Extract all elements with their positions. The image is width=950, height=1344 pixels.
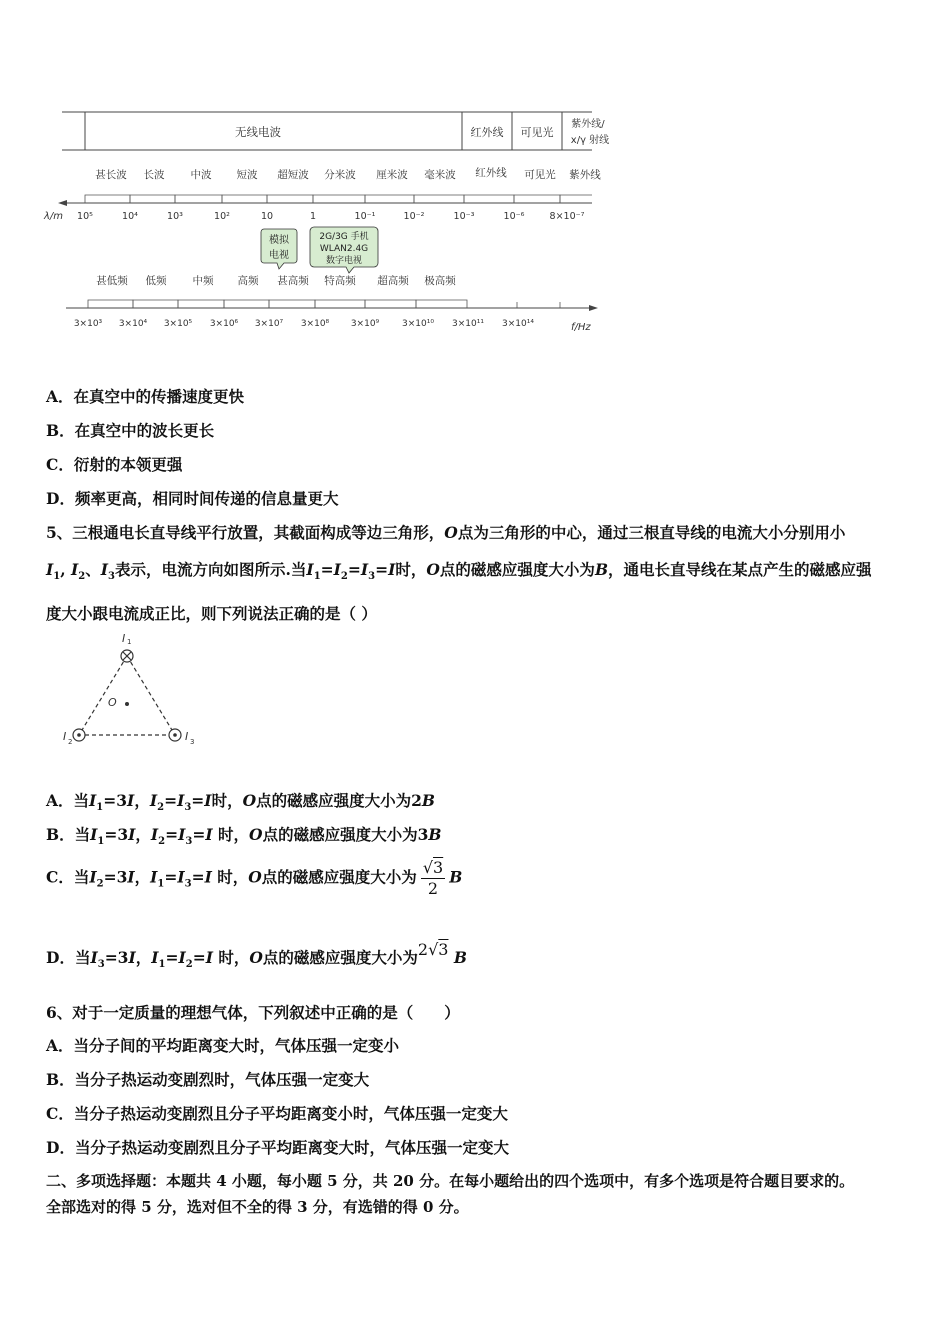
center-o-label: O: [108, 696, 117, 709]
freq-tick: 3×10⁹: [350, 319, 380, 329]
freq-tick: 3×10⁵: [163, 319, 193, 329]
q4-option-a: A．在真空中的传播速度更快: [46, 387, 245, 406]
svg-text:3: 3: [190, 738, 195, 746]
callout-tv-line: 模拟: [269, 235, 289, 246]
freq-band: 特高频: [324, 275, 356, 287]
q5-triangle-figure: [58, 628, 208, 753]
q5-stem: 5、三根通电长直导线平行放置，其截面构成等边三角形，O点为三角形的中心，通过三根直导线的电流大小分别用小 $I_1$, $I_2$、$I_3$表示，电流方向如图所示.当$I_1=I_2=I_3=I$时，O点的磁感应强度大小为B，通电长直导线在某点产生的磁感应强 度大小跟电流成正比，则下列说法正确的是（ ）: [46, 523, 872, 624]
wave-band: 分米波: [324, 169, 356, 181]
wire-i2-dot-icon: [73, 729, 85, 741]
q6-option-c: C．当分子热运动变剧烈且分子平均距离变小时，气体压强一定变大: [46, 1104, 508, 1123]
freq-tick: 3×10⁶: [209, 319, 239, 329]
freq-tick: 3×10⁴: [118, 319, 148, 329]
q5-option-b: B．当$I_1=3I$，$I_2=I_3=I$ 时，O点的磁感应强度大小为3B: [46, 825, 442, 848]
wavelength-tick: 10: [260, 211, 274, 222]
callout-mobile-line: 2G/3G 手机: [319, 232, 369, 242]
q6-option-b: B．当分子热运动变剧烈时，气体压强一定变大: [46, 1070, 370, 1089]
band-infrared: 红外线: [470, 126, 504, 139]
freq-axis-label: f/Hz: [571, 322, 591, 333]
callout-tv: [261, 229, 297, 269]
freq-tick: 3×10⁸: [300, 319, 330, 329]
svg-text:I: I: [185, 730, 189, 743]
band-visible: 可见光: [520, 126, 554, 139]
wave-band: 紫外线: [569, 169, 601, 181]
callout-mobile-line: WLAN2.4G: [319, 244, 369, 254]
q6-option-a: A．当分子间的平均距离变大时，气体压强一定变小: [46, 1036, 400, 1055]
wavelength-tick: 8×10⁻⁷: [549, 211, 585, 222]
wavelength-tick: 10⁻³: [453, 211, 475, 222]
q5-option-a: A．当$I_1=3I$，$I_2=I_3=I$时，O点的磁感应强度大小为2B: [46, 791, 435, 814]
wave-band: 中波: [190, 169, 212, 181]
freq-tick: 3×10³: [73, 319, 103, 329]
wavelength-axis-label: λ/m: [44, 211, 64, 222]
wavelength-tick: 10⁻²: [403, 211, 425, 222]
freq-tick: 3×10¹⁴: [502, 319, 534, 329]
svg-text:1: 1: [127, 638, 132, 646]
section2-line1: 二、多项选择题：本题共 4 小题，每小题 5 分，共 20 分。在每小题给出的四个选项中，有多个选项是符合题目要求的。: [46, 1172, 855, 1190]
freq-tick: 3×10⁷: [254, 319, 284, 329]
wire-i1-cross-icon: [121, 650, 133, 662]
q4-option-d: D．频率更高，相同时间传递的信息量更大: [46, 489, 339, 508]
wave-band: 超短波: [277, 169, 309, 181]
fraction-sqrt3-over-2: $\frac{√3}{2}$: [422, 858, 444, 898]
freq-band: 中频: [192, 275, 214, 287]
callout-tv-line: 电视: [269, 250, 289, 261]
wavelength-tick: 10⁵: [77, 211, 93, 222]
band-radio: 无线电波: [235, 125, 281, 139]
wavelength-tick: 10⁻⁶: [503, 211, 525, 222]
q6-stem: 6、对于一定质量的理想气体，下列叙述中正确的是（ ）: [46, 1003, 460, 1022]
freq-tick: 3×10¹⁰: [402, 319, 434, 329]
wavelength-tick: 1: [309, 211, 317, 222]
wave-band: 长波: [143, 169, 165, 181]
q5-option-d: D．当$I_3=3I$，$I_1=I_2=I$ 时，O点的磁感应强度大小为2√3 B: [46, 940, 467, 971]
callout-mobile: [310, 227, 378, 273]
band-uv-2: x/γ 射线: [570, 135, 610, 146]
spectrum-figure: [40, 105, 620, 340]
wave-band: 毫米波: [424, 169, 456, 181]
wave-band: 短波: [236, 169, 258, 181]
q6-option-d: D．当分子热运动变剧烈且分子平均距离变大时，气体压强一定变大: [46, 1138, 509, 1157]
two-sqrt3: 2√3: [417, 940, 449, 959]
freq-band: 超高频: [377, 275, 409, 287]
wave-band: 可见光: [524, 169, 556, 181]
wave-band-labels: [95, 166, 601, 181]
wavelength-tick: 10²: [214, 211, 230, 222]
freq-band: 低频: [145, 275, 167, 287]
svg-text:I: I: [63, 730, 67, 743]
wave-band: 甚长波: [95, 169, 127, 181]
q5-option-c: C．当$I_2=3I$，$I_1=I_3=I$ 时，O点的磁感应强度大小为 $\frac{√3}{2}$ B: [46, 858, 463, 898]
wavelength-tick: 10⁴: [122, 211, 138, 222]
band-uv-1: 紫外线/: [571, 119, 605, 130]
wavelength-tick: 10⁻¹: [354, 211, 376, 222]
wavelength-tick: 10³: [167, 211, 183, 222]
wire-i3-dot-icon: [169, 729, 181, 741]
svg-text:2: 2: [68, 738, 73, 746]
callout-mobile-line: 数字电视: [325, 256, 363, 266]
q4-option-b: B．在真空中的波长更长: [46, 421, 215, 440]
q4-option-c: C．衍射的本领更强: [46, 455, 183, 474]
freq-band: 甚高频: [277, 275, 309, 287]
section2-line2: 全部选对的得 5 分，选对但不全的得 3 分，有选错的得 0 分。: [46, 1198, 469, 1216]
freq-band: 甚低频: [96, 275, 128, 287]
freq-band: 极高频: [424, 275, 456, 287]
svg-text:I: I: [122, 632, 126, 645]
freq-tick: 3×10¹¹: [452, 319, 484, 329]
wave-band: 厘米波: [376, 169, 408, 181]
wave-band: 红外线: [475, 167, 507, 179]
freq-band: 高频: [237, 275, 259, 287]
